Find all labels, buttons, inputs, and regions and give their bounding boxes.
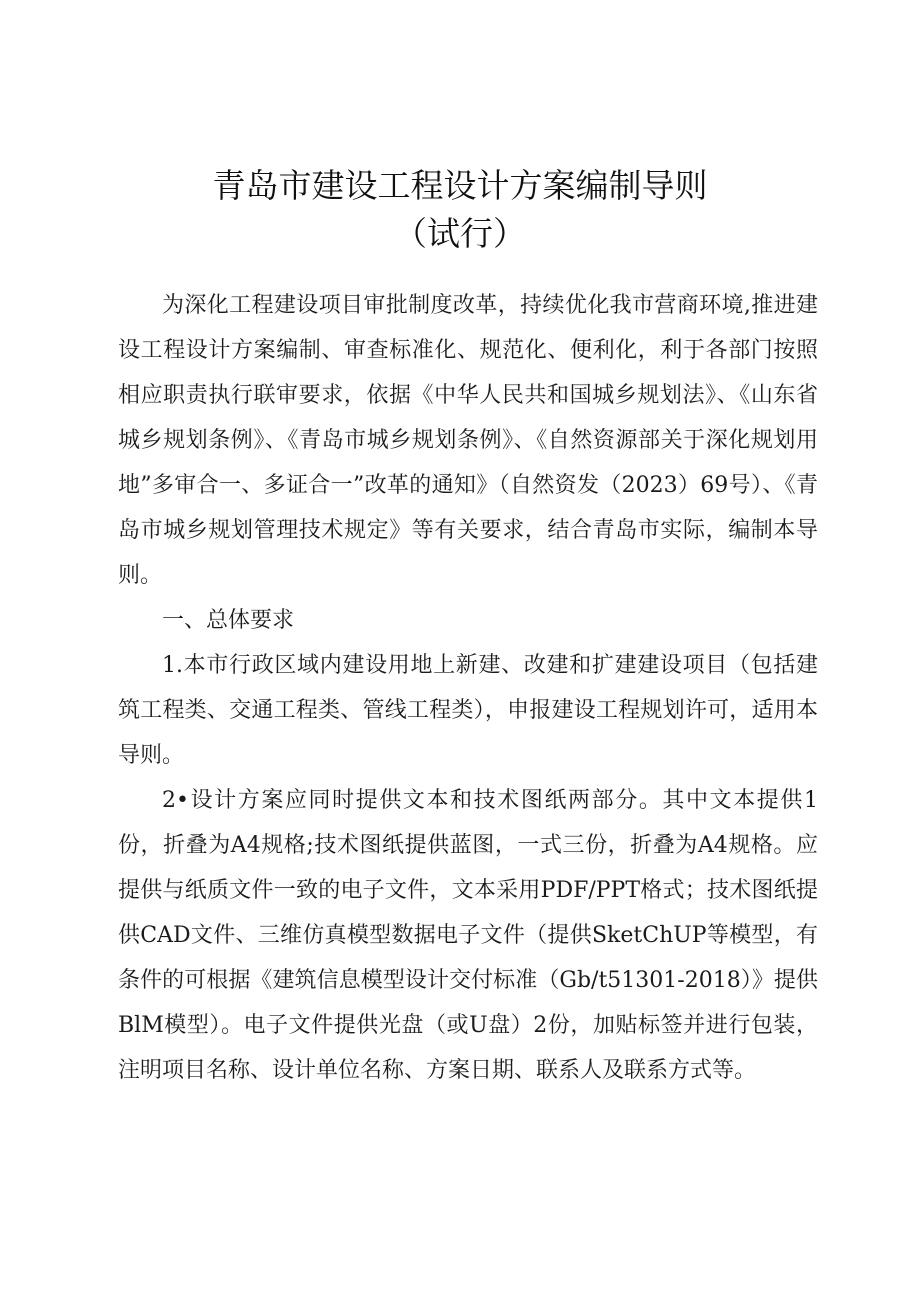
section-heading-general-requirements: 一、总体要求: [162, 608, 295, 633]
document-body: [118, 283, 818, 1093]
intro-paragraph: 为深化工程建设项目审批制度改革，持续优化我市营商环境,推进建设工程设计方案编制、审查标准化、规范化、便利化，利于各部门按照相应职责执行联审要求，依据《中华人民共和国城乡规划法》、《山东省城乡规划条例》、《青岛市城乡规划条例》、《自然资源部关于深化规划用地”多审合一、多证合一”改革的通知》（自然资发（2023）69号）、《青岛市城乡规划管理技术规定》等有关要求，结合青岛市实际，编制本导则。: [118, 293, 818, 588]
requirement-item-2: 2•设计方案应同时提供文本和技术图纸两部分。其中文本提供1份，折叠为A4规格;技术图纸提供蓝图，一式三份，折叠为A4规格。应提供与纸质文件一致的电子文件，文本采用PDF/PPT格式；技术图纸提供CAD文件、三维仿真模型数据电子文件（提供SketChUP等模型，有条件的可根据《建筑信息模型设计交付标准（Gb/t51301-2018）》提供BlM模型）。电子文件提供光盘（或U盘）2份，加贴标签并进行包装，注明项目名称、设计单位名称、方案日期、联系人及联系方式等。: [118, 788, 818, 1083]
document-subtitle: （试行）: [394, 214, 526, 253]
requirement-item-1: 1.本市行政区域内建设用地上新建、改建和扩建建设项目（包括建筑工程类、交通工程类、管线工程类），申报建设工程规划许可，适用本导则。: [118, 653, 818, 768]
document-title: 青岛市建设工程设计方案编制导则: [212, 166, 708, 205]
